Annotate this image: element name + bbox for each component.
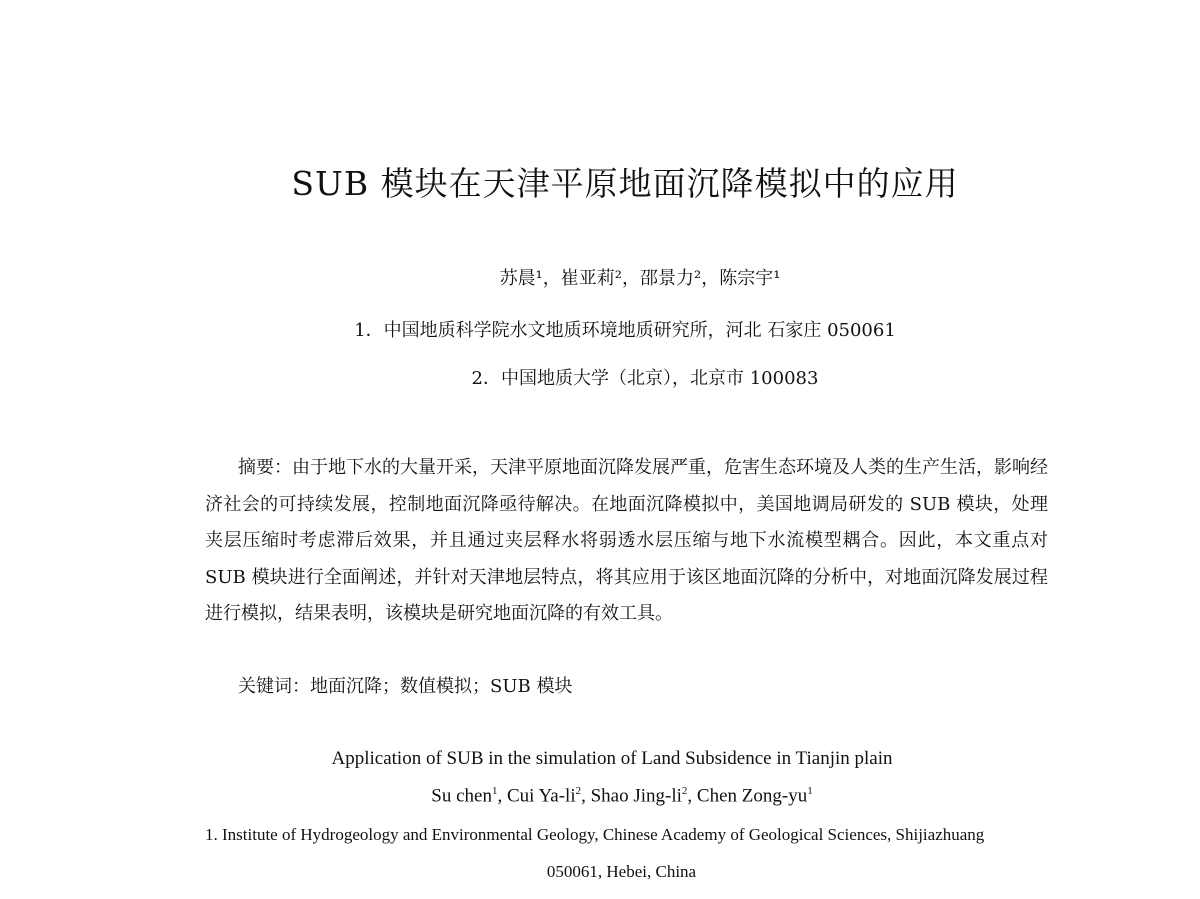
author-en-3: Shao Jing-li xyxy=(590,785,682,807)
author-en-2-sup: 2 xyxy=(575,785,582,797)
abstract-label: 摘要： xyxy=(238,457,292,478)
paper-title-en: Application of SUB in the simulation of Land Subsidence in Tianjin plain xyxy=(331,748,893,769)
authors-cn: 苏晨¹，崔亚莉²，邵景力²，陈宗宇¹ xyxy=(499,268,781,289)
keywords-cn xyxy=(238,672,572,698)
author-en-4: Chen Zong-yu xyxy=(696,785,808,807)
keywords-text: 地面沉降；数值模拟；SUB 模块 xyxy=(310,676,573,697)
author-en-1: Su chen xyxy=(431,785,492,807)
affiliation-en-line1: 1. Institute of Hydrogeology and Environmental Geology, Chinese Academy of Geological Sciences, Shijiazhuang xyxy=(205,825,985,844)
abstract-text: 由于地下水的大量开采，天津平原地面沉降发展严重，危害生态环境及人类的生产生活，影响经济社会的可持续发展，控制地面沉降亟待解决。在地面沉降模拟中，美国地调局研发的 SUB 模块，处理夹层压缩时考虑滞后效果，并且通过夹层释水将弱透水层压缩与地下水流模型耦合。因此，本文重点对 SUB 模块进行全面阐述，并针对天津地层特点，将其应用于该区地面沉降的分析中，对地面沉降发展过程进行模拟，结果表明，该模块是研究地面沉降的有效工具。 xyxy=(205,457,1048,624)
author-en-1-sup: 1 xyxy=(491,785,498,797)
abstract-cn xyxy=(205,450,1048,633)
authors-en: Su chen$^1$, Cui $Ya-li^2$, Shao Jing-$li^2$, Chen Zong-$yu^1$ xyxy=(431,785,813,807)
affiliation-cn-1: 1．中国地质科学院水文地质环境地质研究所，河北 石家庄 050061 xyxy=(354,320,896,341)
author-en-4-sup: 1 xyxy=(807,785,813,797)
paper-title: SUB 模块在天津平原地面沉降模拟中的应用 xyxy=(291,164,959,203)
affiliation-en-line2: 050061, Hebei, China xyxy=(546,862,697,881)
author-en-3-sup: 2 xyxy=(681,785,688,797)
keywords-label: 关键词： xyxy=(238,676,310,697)
author-en-2: Cui Ya-li xyxy=(506,785,576,807)
affiliation-cn-2: 2．中国地质大学（北京），北京市 100083 xyxy=(471,368,819,389)
